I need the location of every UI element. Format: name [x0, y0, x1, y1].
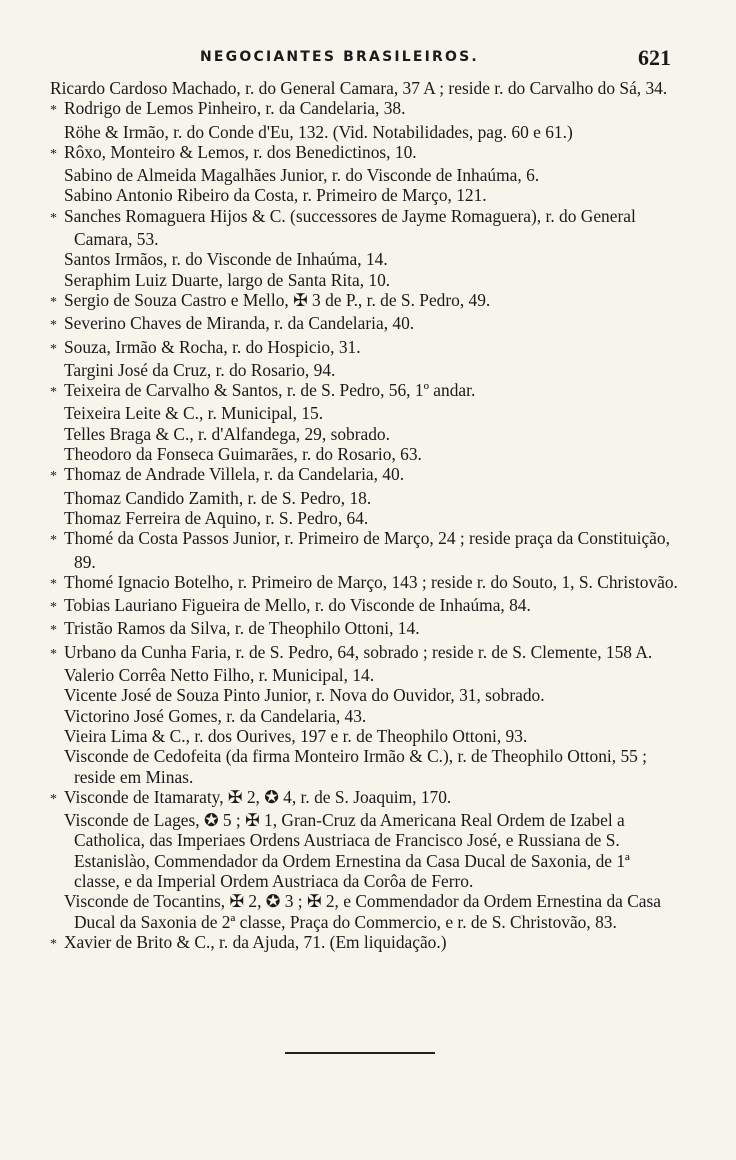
entry-star-mark: * — [50, 600, 57, 616]
directory-entry — [0, 810, 678, 891]
entry-text: Sabino Antonio Ribeiro da Costa, r. Primeiro de Março, 121. — [64, 185, 487, 206]
page-header — [40, 45, 680, 75]
entry-text: Targini José da Cruz, r. do Rosario, 94. — [64, 359, 336, 380]
entry-text: Teixeira Leite & C., r. Municipal, 15. — [64, 403, 324, 424]
entry-text: Sabino de Almeida Magalhães Junior, r. do Visconde de Inhaúma, 6. — [64, 165, 540, 186]
entry-text: Vicente José de Souza Pinto Junior, r. Nova do Ouvidor, 31, sobrado. — [64, 685, 545, 706]
entry-text: Rôxo, Monteiro & Lemos, r. dos Benedictinos, 10. — [64, 141, 417, 162]
entry-text: Theodoro da Fonseca Guimarães, r. do Rosario, 63. — [64, 444, 422, 465]
directory-entry — [0, 746, 678, 787]
directory-entry — [0, 313, 678, 336]
entry-star-mark: * — [50, 469, 57, 485]
entry-text: Ricardo Cardoso Machado, r. do General Camara, 37 A ; reside r. do Carvalho do Sá, 34. — [50, 78, 668, 98]
directory-entry — [0, 290, 678, 313]
entry-text: Röhe & Irmão, r. do Conde d'Eu, 132. (Vid. Notabilidades, pag. 60 e 61.) — [64, 121, 573, 142]
directory-entry — [0, 932, 678, 955]
entry-text: Seraphim Luiz Duarte, largo de Santa Rita, 10. — [64, 269, 391, 290]
entry-text: Visconde de Cedofeita (da firma Monteiro Irmão & C.), r. de Theophilo Ottoni, 55 ; reside em Minas. — [64, 746, 648, 787]
entry-text: Valerio Corrêa Netto Filho, r. Municipal, 14. — [64, 665, 375, 686]
directory-entry — [0, 165, 678, 185]
directory-entry — [0, 618, 678, 641]
running-head: NEGOCIANTES BRASILEIROS. — [200, 49, 479, 65]
directory-entry — [0, 572, 678, 595]
directory-entry — [0, 595, 678, 618]
page-number: 621 — [638, 45, 671, 70]
entry-text: Telles Braga & C., r. d'Alfandega, 29, sobrado. — [64, 423, 390, 444]
entry-text: Souza, Irmão & Rocha, r. do Hospicio, 31. — [64, 336, 361, 357]
entry-text: Vieira Lima & C., r. dos Ourives, 197 e r. de Theophilo Ottoni, 93. — [64, 725, 528, 746]
entry-text: Visconde de Itamaraty, ✠ 2, ✪ 4, r. de S. Joaquim, 170. — [64, 786, 452, 807]
directory-entry — [0, 508, 678, 528]
entry-star-mark: * — [50, 146, 57, 162]
entry-star-mark: * — [50, 936, 57, 952]
entry-text: Visconde de Lages, ✪ 5 ; ✠ 1, Gran-Cruz da Americana Real Ordem de Izabel a Catholica, das Imperiaes Ordens Austriaca de Francisco José, e Russiana de S. Estanislào, Commendador da Ordem Ernestina da Casa Ducal de Saxonia, de 1ª classe, e da Imperial Ordem Austriaca da Corôa de Ferro. — [64, 810, 630, 891]
entry-text: Thomaz Ferreira de Aquino, r. S. Pedro, 64. — [64, 507, 369, 528]
directory-entry — [0, 444, 678, 464]
directory-entry — [0, 206, 678, 250]
entry-text: Thomaz de Andrade Villela, r. da Candelaria, 40. — [64, 464, 405, 485]
entry-text: Urbano da Cunha Faria, r. de S. Pedro, 64, sobrado ; reside r. de S. Clemente, 158 A. — [64, 641, 653, 662]
entry-star-mark: * — [50, 576, 57, 592]
entry-star-mark: * — [50, 341, 57, 357]
entry-star-mark: * — [50, 791, 57, 807]
directory-entry — [0, 122, 678, 142]
directory-entry — [0, 726, 678, 746]
directory-entry — [0, 98, 678, 121]
directory-entry — [0, 488, 678, 508]
directory-entry — [0, 528, 678, 572]
directory-entries — [0, 78, 736, 955]
directory-entry — [0, 403, 678, 423]
directory-entry — [0, 337, 678, 360]
directory-entry — [0, 642, 678, 665]
directory-entry — [0, 380, 678, 403]
entry-star-mark: * — [50, 385, 57, 401]
entry-text: Severino Chaves de Miranda, r. da Candelaria, 40. — [64, 313, 415, 334]
end-rule — [285, 1052, 435, 1054]
entry-text: Victorino José Gomes, r. da Candelaria, 43. — [64, 705, 367, 726]
directory-entry — [0, 78, 670, 98]
entry-text: Thomé da Costa Passos Junior, r. Primeiro de Março, 24 ; reside praça da Constituição, 89. — [64, 528, 670, 572]
entry-star-mark: * — [50, 533, 57, 549]
directory-entry — [0, 787, 678, 810]
entry-text: Tobias Lauriano Figueira de Mello, r. do Visconde de Inhaúma, 84. — [64, 595, 531, 616]
entry-text: Visconde de Tocantins, ✠ 2, ✪ 3 ; ✠ 2, e Commendador da Ordem Ernestina da Casa Ducal da Saxonia de 2ª classe, Praça do Commercio, e r. de S. Christovão, 83. — [64, 891, 662, 932]
entry-text: Sergio de Souza Castro e Mello, ✠ 3 de P., r. de S. Pedro, 49. — [64, 289, 491, 310]
entry-star-mark: * — [50, 210, 57, 226]
directory-entry — [0, 706, 678, 726]
entry-star-mark: * — [50, 646, 57, 662]
entry-text: Teixeira de Carvalho & Santos, r. de S. Pedro, 56, 1º andar. — [64, 380, 476, 401]
directory-entry — [0, 270, 678, 290]
directory-entry — [0, 424, 678, 444]
entry-text: Thomaz Candido Zamith, r. de S. Pedro, 18. — [64, 487, 372, 508]
entry-text: Sanches Romaguera Hijos & C. (successores de Jayme Romaguera), r. do General Camara, 53. — [64, 205, 636, 250]
entry-star-mark: * — [50, 294, 57, 310]
entry-text: Tristão Ramos da Silva, r. de Theophilo Ottoni, 14. — [64, 618, 420, 639]
directory-entry — [0, 142, 678, 165]
entry-text: Xavier de Brito & C., r. da Ajuda, 71. (Em liquidação.) — [64, 931, 447, 952]
directory-entry — [0, 891, 678, 932]
entry-text: Rodrigo de Lemos Pinheiro, r. da Candelaria, 38. — [64, 98, 406, 119]
directory-entry — [0, 665, 678, 685]
entry-text: Santos Irmãos, r. do Visconde de Inhaúma, 14. — [64, 249, 388, 270]
entry-text: Thomé Ignacio Botelho, r. Primeiro de Março, 143 ; reside r. do Souto, 1, S. Christovão. — [64, 571, 678, 592]
directory-entry — [0, 685, 678, 705]
entry-star-mark: * — [50, 103, 57, 119]
directory-entry — [0, 360, 678, 380]
directory-entry — [0, 464, 678, 487]
directory-entry — [0, 185, 678, 205]
entry-star-mark: * — [50, 623, 57, 639]
directory-entry — [0, 249, 678, 269]
entry-star-mark: * — [50, 318, 57, 334]
